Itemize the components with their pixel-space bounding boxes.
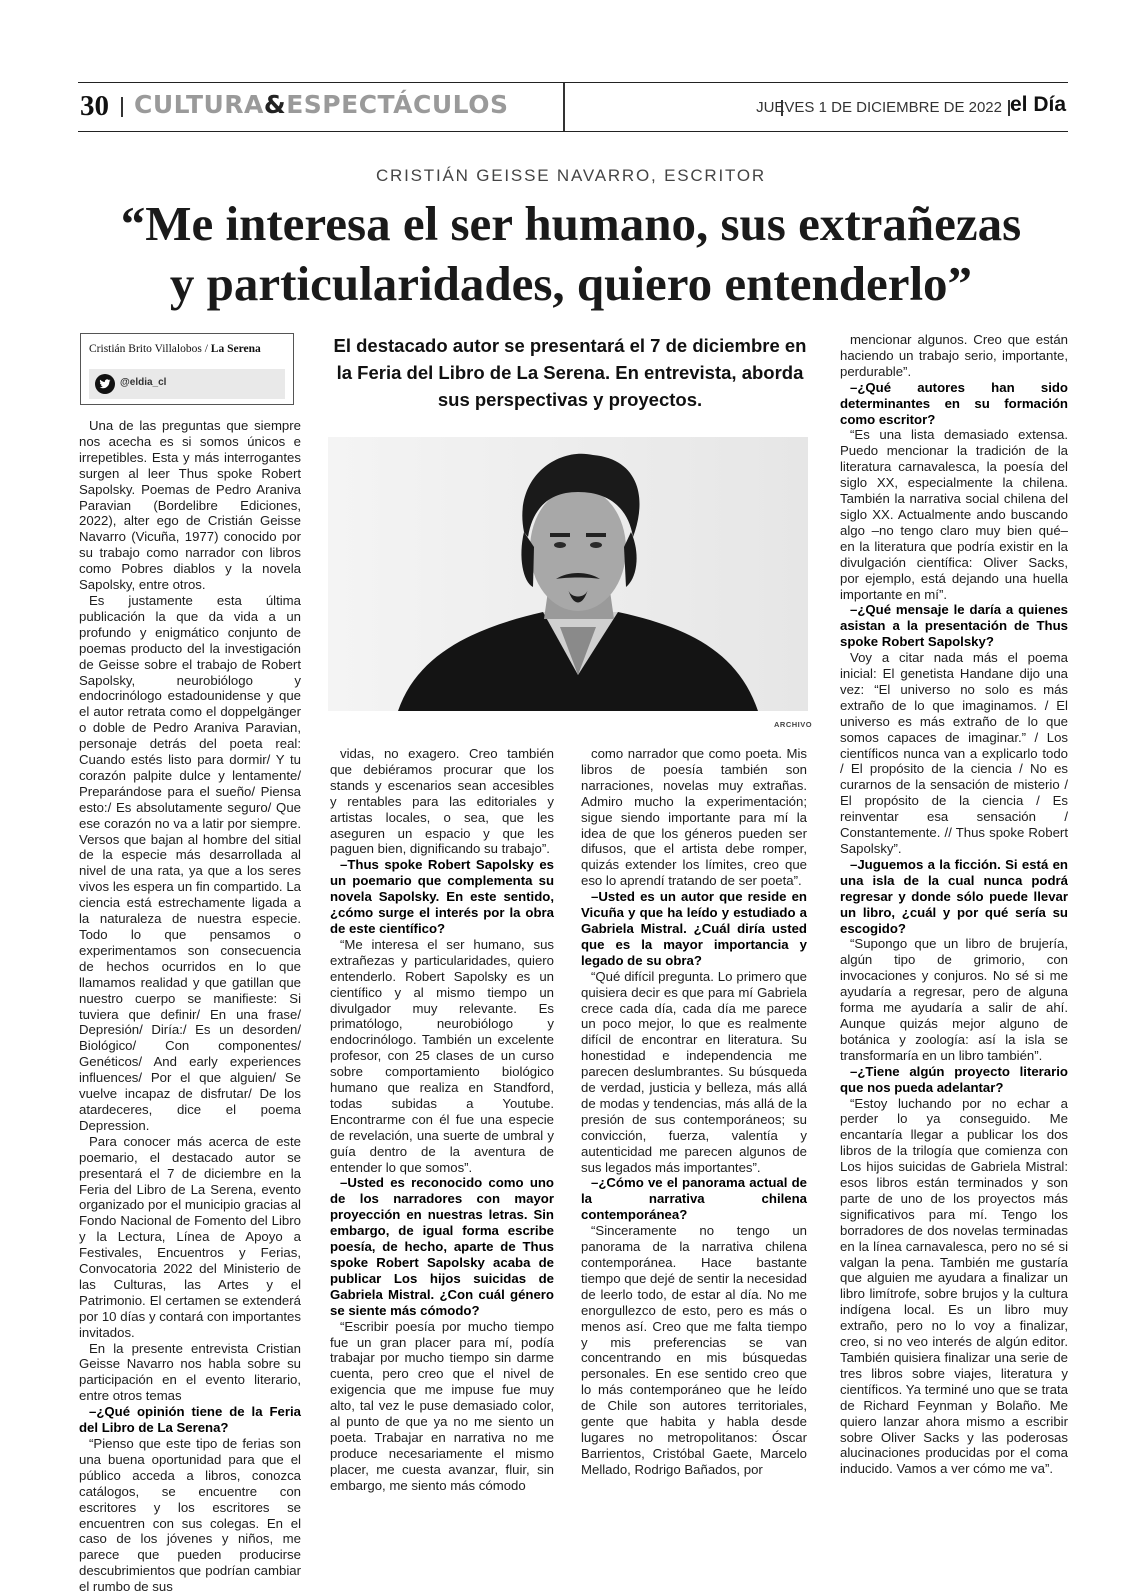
- headline-line-2: y particularidades, quiero entenderlo”: [169, 256, 973, 311]
- body-paragraph: Una de las preguntas que siempre nos acecha es si somos únicos e irrepetibles. Esta y más interrogantes surgen al leer Thus spoke Robert Sapolsky. Poemas de Pedro Araniva Paravian (Bordelibre Ediciones, 2022), alter ego de Cristián Geisse Navarro (Vicuña, 1977) conocido por su trabajo como narrador con libros como Pobres diablos y la novela Sapolsky, entre otros.: [79, 418, 301, 593]
- byline-author: Cristián Brito Villalobos: [89, 343, 202, 355]
- interview-question: –Usted es reconocido como uno de los narradores con mayor proyección en nuestras letras. Sin embargo, de igual forma escribe poesía, de hecho, aparte de Thus spoke Robert Sapolsky acaba de publicar Los hijos suicidas de Gabriela Mistral. ¿Con cuál género se siente más cómodo?: [330, 1175, 554, 1318]
- twitter-tag: [89, 369, 285, 399]
- body-paragraph: “Qué difícil pregunta. Lo primero que quisiera decir es que para mí Gabriela crece cada día, cada día me parece un poco mejor, lo que es realmente difícil de encontrar en literatura. Su honestidad e independencia me parecen deslumbrantes. Su búsqueda de verdad, justicia y belleza, más allá de modas y tendencias, más allá de la presión de sus contemporáneos; su convicción, fuerza, valentía y autenticidad me parecen algunos de sus legados más importantes”.: [581, 968, 807, 1175]
- interview-question: –¿Qué opinión tiene de la Feria del Libro de La Serena?: [79, 1404, 301, 1436]
- page-header: [78, 82, 1068, 132]
- interview-question: –¿Qué mensaje le daría a quienes asistan a la presentación de Thus spoke Robert Sapolsky?: [840, 602, 1068, 650]
- twitter-icon: [95, 374, 115, 394]
- article-deck: El destacado autor se presentará el 7 de diciembre en la Feria del Libro de La Serena. En entrevista, aborda sus perspectivas y proyectos.: [333, 335, 807, 410]
- byline-separator: /: [201, 343, 211, 355]
- article-column-2: [330, 746, 554, 1526]
- body-paragraph: “Pienso que este tipo de ferias son una buena oportunidad para que el público acceda a libros, conozca catálogos, se encuentre con escritores y los escritores se encuentren con sus colegas. En el caso de los jóvenes y niños, me parece que pueden producirse descubrimientos que podrían cambiar el rumbo de sus: [79, 1436, 301, 1595]
- body-paragraph: “Es una lista demasiado extensa. Puedo mencionar la tradición de la literatura carnavalesca, la poesía del siglo XX, especialmente la chilena. También la narrativa social chilena del siglo XX. Actualmente ando buscando algo –no tengo claro muy bien qué– en la literatura que podría existir en la divulgación científica: Oliver Sacks, por ejemplo, está dejando una huella importante en mí”.: [840, 427, 1068, 602]
- interview-question: –Juguemos a la ficción. Si está en una isla de la cual nunca podrá regresar y donde sólo puede llevar un libro, ¿cuál y por qué sería su escogido?: [840, 856, 1068, 936]
- section-title: [134, 90, 508, 119]
- header-divider: [121, 97, 123, 117]
- body-paragraph: Para conocer más acerca de este poemario, el destacado autor se presentará el 7 de diciembre en la Feria del Libro de La Serena, evento organizado por el municipio gracias al Fondo Nacional de Fomento del Libro y la Lectura, Línea de Apoyo a Festivales, Encuentros y Ferias, Convocatoria 2022 del Ministerio de las Culturas, las Artes y el Patrimonio. El certamen se extenderá por 10 días y contará con importantes invitados.: [79, 1133, 301, 1340]
- issue-date: JUEVES 1 DE DICIEMBRE DE 2022: [756, 99, 1002, 116]
- twitter-bird-glyph: [99, 378, 111, 390]
- page-number: 30: [80, 90, 109, 122]
- section-title-amp: &: [263, 90, 287, 119]
- author-photo: [328, 437, 808, 711]
- interview-question: –Thus spoke Robert Sapolsky es un poemario que complementa su novela Sapolsky. En este sentido, ¿cómo surge el interés por la obra de este científico?: [330, 857, 554, 936]
- author-portrait-image: [328, 437, 808, 711]
- body-paragraph: “Estoy luchando por no echar a perder lo ya conseguido. Me encantaría llegar a publicar los dos libros de la trilogía que comienza con Los hijos suicidas de Gabriela Mistral: esos libros están terminados y son parte de uno de los proyectos más significativos para mí. Tengo los borradores de dos novelas terminadas en la línea carnavalesca, pero no sé si valgan la pena. También me gustaría que alguien me ayudara a finalizar un libro limítrofe, sobre brujos y la cultura indígena local. Es un libro muy extraño, pero no lo voy a finalizar, creo, si no veo interés de algún editor. También quisiera finalizar una serie de tres libros sobre viajes, literatura y científicos. Ya terminé uno que se trata de Richard Feynman y Bolaño. Me quiero lanzar ahora mismo a escribir sobre Oliver Sacks y las poderosas alucinaciones producidas por el coma inducido. Vamos a ver cómo me va”.: [840, 1095, 1068, 1477]
- body-paragraph: mencionar algunos. Creo que están haciendo un trabajo serio, importante, perdurable”.: [840, 332, 1068, 379]
- body-paragraph: Es justamente esta última publicación la que da vida a un profundo y enigmático conjunto de poemas producto del la investigación de Geisse sobre el trabajo de Robert Sapolsky, neurobiólogo y endocrinólogo estadounidense y que el autor retrata como el doppelgänger o doble de Pedro Araniva Paravian, personaje detrás del poeta real: Cuando estés listo para dormir/ Y tu corazón palpite dulce y lentamente/ Preparándose para el sueño/ Piensa esto:/ Es absolutamente seguro/ Que ese corazón no va a latir por siempre. Versos que bajan al hombre del sitial de la especie más desarrollada al nivel de una rata, ya que a los seres vivos les espera un fin compartido. La ciencia está estrechamente ligada a la naturaleza de nuestra especie. Todo lo que pensamos o experimentamos son consecuencia de hechos ocurridos en lo que llamamos realidad y que gatillan que nuestro cuerpo se manifieste: Si tuviera que definir/ En una frase/ Depresión/ Diría:/ Es un desorden/ Biológico/ Con componentes/ Genéticos/ And early experiences influences/ Por el que alguien/ Se vuelve incapaz de disfrutar/ De los atardeceres, dice el poema Depression.: [79, 592, 301, 1133]
- interview-question: –¿Qué autores han sido determinantes en su formación como escritor?: [840, 379, 1068, 427]
- body-paragraph: Voy a citar nada más el poema inicial: El genetista Handane dijo una vez: “El universo no solo es más extraño de lo que imaginamos. / El universo es más extraño de lo que somos capaces de imaginar.” / Los científicos nunca van a explicarlo todo / El propósito de la ciencia / No es curarnos de la sensación de misterio / El propósito de la ciencia / Es reinventar esa sensación / Constantemente. // Thus spoke Robert Sapolsky”.: [840, 650, 1068, 856]
- body-paragraph: En la presente entrevista Cristian Geisse Navarro nos habla sobre su participación en el evento literario, entre otros temas: [79, 1340, 301, 1404]
- body-paragraph: “Sinceramente no tengo un panorama de la narrativa chilena contemporánea. Hace bastante tiempo que dejé de sentir la necesidad de leerlo todo, de estar al día. No me enorgullezco de esto, pero es más o menos así. Creo que me falta tiempo y mis preferencias se van concentrando en mis búsquedas personales. En ese sentido creo que lo más contemporáneo que he leído de Chile son autores territoriales, gente que habita y habla desde lugares no metropolitanos: Óscar Barrientos, Cristóbal Gaete, Marcelo Mellado, Rodrigo Bañados, por: [581, 1223, 807, 1477]
- article-headline: [60, 194, 1082, 314]
- interview-question: –Usted es un autor que reside en Vicuña y que ha leído y estudiado a Gabriela Mistral. ¿Cuál diría usted que es la mayor importancia y legado de su obra?: [581, 889, 807, 968]
- byline: [89, 343, 261, 355]
- body-paragraph: “Escribir poesía por mucho tiempo fue un gran placer para mí, podía trabajar por mucho tiempo sin darme cuenta, pero creo que el nivel de exigencia que me impuse fue muy alto, tal vez le puse demasiado color, al punto de que ya no me siento un poeta. Trabajar en narrativa no me produce necesariamente el mismo placer, me cuesta avanzar, fluir, sin embargo, me siento más cómodo: [330, 1318, 554, 1493]
- section-title-main: CULTURA: [134, 90, 264, 119]
- body-paragraph: como narrador que como poeta. Mis libros de poesía también son narraciones, novelas muy extrañas. Admiro mucho la experimentación; sigue siendo importante para mí la idea de que los géneros pueden ser difusos, que el artista debe romper, quizás extender los límites, creo que eso lo aprendí tratando de ser poeta”.: [581, 746, 807, 889]
- article-column-1: [79, 418, 301, 1595]
- body-paragraph: “Me interesa el ser humano, sus extrañezas y particularidades, quiero entenderlo. Robert Sapolsky es un científico y al mismo tiempo un divulgador muy relevante. Es primatólogo, neurobiólogo y endocrinólogo. También un excelente profesor, con 25 clases de un curso sobre comportamiento biológico humano que realiza en Standford, todas subidas a Youtube. Encontrarme con él fue una especie de revelación, una suerte de umbral y guía dentro de la aventura de entender lo que somos”.: [330, 936, 554, 1175]
- byline-box: [80, 333, 294, 405]
- header-divider: [563, 83, 565, 131]
- interview-question: –¿Cómo ve el panorama actual de la narrativa chilena contemporánea?: [581, 1175, 807, 1223]
- headline-line-1: “Me interesa el ser humano, sus extrañezas: [120, 196, 1022, 251]
- newspaper-logo: el Día: [1009, 93, 1066, 116]
- section-title-rest: ESPECTÁCULOS: [286, 90, 509, 119]
- photo-credit: ARCHIVO: [774, 720, 813, 729]
- article-kicker: CRISTIÁN GEISSE NAVARRO, ESCRITOR: [375, 166, 766, 185]
- body-paragraph: vidas, no exagero. Creo también que debiéramos procurar que los stands y escenarios sean accesibles y rentables para las editoriales y artistas locales, o sea, que les aseguren un espacio y que les paguen bien, dignificando su trabajo”.: [330, 746, 554, 857]
- body-paragraph: “Supongo que un libro de brujería, algún tipo de grimorio, con invocaciones y conjuros. No sé si me ayudaría a regresar, pero de alguna forma me ayudaría a salir de ahí. Aunque quizás mejor alguno de botánica y zoología: así la isla se transformaría en un libro también”.: [840, 936, 1068, 1063]
- interview-question: –¿Tiene algún proyecto literario que nos pueda adelantar?: [840, 1063, 1068, 1095]
- byline-location: La Serena: [210, 343, 261, 355]
- twitter-handle: @eldia_cl: [120, 377, 167, 388]
- article-column-4: [840, 332, 1068, 1532]
- article-column-3: [581, 746, 807, 1526]
